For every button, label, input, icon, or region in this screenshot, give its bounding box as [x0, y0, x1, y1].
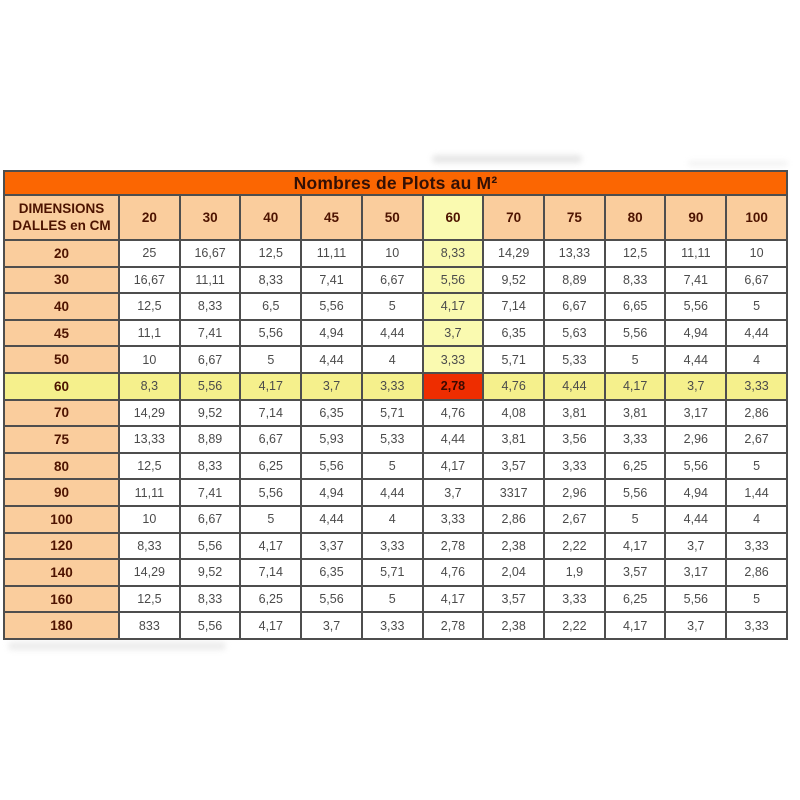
row-label: 100: [4, 506, 119, 533]
table-cell: 5: [726, 293, 787, 320]
table-cell: 5,71: [362, 559, 423, 586]
table-cell: 6,67: [544, 293, 605, 320]
table-cell: 2,78: [423, 612, 484, 639]
table-cell: 4: [362, 506, 423, 533]
corner-header-line1: DIMENSIONS: [18, 200, 105, 216]
column-header-30: 30: [180, 195, 241, 240]
table-cell: 2,22: [544, 533, 605, 560]
table-cell: 10: [726, 240, 787, 267]
table-cell: 4,17: [423, 586, 484, 613]
column-header-70: 70: [483, 195, 544, 240]
table-cell: 5: [240, 346, 301, 373]
table-cell: 4,44: [301, 346, 362, 373]
row-label: 40: [4, 293, 119, 320]
table-cell: 10: [119, 346, 180, 373]
table-cell: 5,56: [423, 267, 484, 294]
table-cell: 2,86: [726, 559, 787, 586]
table-cell: 9,52: [180, 559, 241, 586]
table-cell: 12,5: [605, 240, 666, 267]
table-cell: 6,35: [483, 320, 544, 347]
table-cell: 12,5: [119, 586, 180, 613]
table-cell: 833: [119, 612, 180, 639]
table-row-45: [4, 320, 787, 347]
table-cell: 6,67: [180, 506, 241, 533]
table-cell: 5: [726, 453, 787, 480]
table-cell: 4,94: [665, 320, 726, 347]
table-cell: 4: [726, 506, 787, 533]
table-cell: 7,41: [301, 267, 362, 294]
column-header-20: 20: [119, 195, 180, 240]
table-cell: 2,04: [483, 559, 544, 586]
table-cell: 11,11: [301, 240, 362, 267]
corner-header-line2: DALLES en CM: [12, 217, 111, 233]
row-label: 160: [4, 586, 119, 613]
column-header-100: 100: [726, 195, 787, 240]
table-cell: 11,11: [665, 240, 726, 267]
table-cell: 4,17: [240, 533, 301, 560]
table-cell: 11,1: [119, 320, 180, 347]
table-cell: 12,5: [119, 293, 180, 320]
table-cell: 4,08: [483, 400, 544, 427]
table-cell: 3,33: [423, 346, 484, 373]
column-header-40: 40: [240, 195, 301, 240]
table-cell: 14,29: [119, 559, 180, 586]
scan-artifact-topright: [688, 161, 788, 166]
table-cell: 6,25: [240, 453, 301, 480]
table-cell: 5,71: [483, 346, 544, 373]
table-cell: 3,56: [544, 426, 605, 453]
table-row-40: [4, 293, 787, 320]
data-table: [3, 170, 788, 640]
table-cell: 5,56: [301, 453, 362, 480]
table-cell: 11,11: [119, 479, 180, 506]
table-row-75: [4, 426, 787, 453]
table-cell: 12,5: [240, 240, 301, 267]
table-cell: 5,56: [240, 320, 301, 347]
table-cell: 3,7: [301, 612, 362, 639]
table-cell: 8,33: [180, 293, 241, 320]
table-cell: 4,44: [362, 320, 423, 347]
table-cell: 5: [726, 586, 787, 613]
scan-artifact-bottom: [8, 642, 226, 650]
table-cell: 4,94: [665, 479, 726, 506]
table-cell: 5,56: [301, 293, 362, 320]
column-header-60: 60: [423, 195, 484, 240]
table-cell: 7,14: [483, 293, 544, 320]
row-label: 70: [4, 400, 119, 427]
table-cell: 8,33: [180, 453, 241, 480]
table-cell: 6,5: [240, 293, 301, 320]
table-cell: 5: [605, 506, 666, 533]
table-cell: 5,56: [180, 612, 241, 639]
table-cell: 5,71: [362, 400, 423, 427]
table-cell: 5,56: [665, 586, 726, 613]
column-header-45: 45: [301, 195, 362, 240]
table-cell: 3,57: [605, 559, 666, 586]
table-cell: 4,76: [483, 373, 544, 400]
table-cell: 13,33: [119, 426, 180, 453]
column-header-80: 80: [605, 195, 666, 240]
table-cell: 2,86: [483, 506, 544, 533]
table-cell: 2,67: [726, 426, 787, 453]
table-cell: 5: [240, 506, 301, 533]
table-cell: 6,25: [605, 586, 666, 613]
column-header-50: 50: [362, 195, 423, 240]
table-cell: 3,33: [605, 426, 666, 453]
table-cell: 7,14: [240, 400, 301, 427]
table-title: Nombres de Plots au M²: [4, 171, 787, 195]
table-cell: 3,33: [362, 612, 423, 639]
table-cell: 5,33: [544, 346, 605, 373]
table-cell: 4,44: [726, 320, 787, 347]
table-cell: 10: [362, 240, 423, 267]
table-cell: 6,67: [726, 267, 787, 294]
table-cell: 4,44: [665, 506, 726, 533]
table-cell: 6,25: [240, 586, 301, 613]
table-cell: 1,9: [544, 559, 605, 586]
table-cell: 4,44: [544, 373, 605, 400]
table-cell: 6,65: [605, 293, 666, 320]
table-cell: 4,17: [605, 533, 666, 560]
table-cell: 3,33: [726, 373, 787, 400]
table-cell: 4,44: [423, 426, 484, 453]
table-cell: 2,78: [423, 533, 484, 560]
column-header-90: 90: [665, 195, 726, 240]
row-label: 120: [4, 533, 119, 560]
table-cell: 4,17: [423, 293, 484, 320]
table-cell: 16,67: [180, 240, 241, 267]
table-cell: 2,86: [726, 400, 787, 427]
table-row-120: [4, 533, 787, 560]
column-header-row: [4, 195, 787, 240]
table-cell: 5,93: [301, 426, 362, 453]
table-row-30: [4, 267, 787, 294]
table-cell: 3,33: [423, 506, 484, 533]
table-cell: 11,11: [180, 267, 241, 294]
table-row-20: [4, 240, 787, 267]
table-cell: 4,44: [665, 346, 726, 373]
table-cell: 6,25: [605, 453, 666, 480]
row-label: 80: [4, 453, 119, 480]
table-cell: 14,29: [119, 400, 180, 427]
table-cell: 4,94: [301, 320, 362, 347]
table-cell: 5,63: [544, 320, 605, 347]
table-cell: 3,33: [544, 453, 605, 480]
table-cell: 2,38: [483, 533, 544, 560]
table-cell: 14,29: [483, 240, 544, 267]
table-cell: 8,33: [423, 240, 484, 267]
table-cell: 4: [362, 346, 423, 373]
table-cell: 4,17: [240, 373, 301, 400]
table-cell: 8,33: [605, 267, 666, 294]
table-body: [4, 240, 787, 639]
table-row-100: [4, 506, 787, 533]
table-row-90: [4, 479, 787, 506]
table-cell: 5,56: [180, 373, 241, 400]
table-cell: 2,38: [483, 612, 544, 639]
table-cell: 8,33: [180, 586, 241, 613]
scan-artifact-top: [432, 155, 582, 163]
table-cell: 5,56: [301, 586, 362, 613]
table-cell: 6,67: [362, 267, 423, 294]
table-cell: 13,33: [544, 240, 605, 267]
table-cell: 3,17: [665, 559, 726, 586]
table-cell: 6,35: [301, 559, 362, 586]
table-cell: 2,67: [544, 506, 605, 533]
table-cell: 9,52: [483, 267, 544, 294]
table-cell: 6,35: [301, 400, 362, 427]
table-cell: 5,56: [605, 320, 666, 347]
row-label: 20: [4, 240, 119, 267]
row-label: 75: [4, 426, 119, 453]
table-cell: 25: [119, 240, 180, 267]
table-cell: 3,7: [665, 533, 726, 560]
row-label: 60: [4, 373, 119, 400]
table-row-70: [4, 400, 787, 427]
table-cell: 2,96: [544, 479, 605, 506]
table-cell: 3,7: [423, 320, 484, 347]
row-label: 180: [4, 612, 119, 639]
table-cell: 3,57: [483, 453, 544, 480]
table-cell: 2,96: [665, 426, 726, 453]
row-label: 90: [4, 479, 119, 506]
table-cell: 16,67: [119, 267, 180, 294]
table-cell: 3,81: [605, 400, 666, 427]
table-cell: 7,41: [180, 479, 241, 506]
table-cell: 3,37: [301, 533, 362, 560]
table-cell: 3,81: [483, 426, 544, 453]
table-row-160: [4, 586, 787, 613]
table-cell: 4,17: [240, 612, 301, 639]
table-cell: 4,17: [605, 373, 666, 400]
table-cell: 5,56: [665, 293, 726, 320]
table-cell: 5,56: [240, 479, 301, 506]
table-row-180: [4, 612, 787, 639]
table-cell: 8,89: [180, 426, 241, 453]
table-cell: 3,33: [362, 373, 423, 400]
table-cell: 2,22: [544, 612, 605, 639]
table-cell: 4,44: [362, 479, 423, 506]
table-row-50: [4, 346, 787, 373]
table-cell: 3,7: [665, 373, 726, 400]
table-cell: 4,76: [423, 559, 484, 586]
row-label: 45: [4, 320, 119, 347]
table-cell: 8,33: [119, 533, 180, 560]
table-cell: 6,67: [240, 426, 301, 453]
table-cell: 3,33: [544, 586, 605, 613]
table-cell: 5: [362, 586, 423, 613]
corner-header-cell: [4, 195, 119, 240]
title-row: [4, 171, 787, 195]
table-cell: 3,57: [483, 586, 544, 613]
table-cell: 1,44: [726, 479, 787, 506]
plots-per-m2-table: [3, 170, 788, 640]
table-cell: 3,81: [544, 400, 605, 427]
table-cell: 5,56: [665, 453, 726, 480]
table-cell: 4,94: [301, 479, 362, 506]
table-cell: 5,56: [605, 479, 666, 506]
table-cell: 7,41: [180, 320, 241, 347]
row-label: 50: [4, 346, 119, 373]
table-row-140: [4, 559, 787, 586]
table-cell: 6,67: [180, 346, 241, 373]
table-cell: 8,89: [544, 267, 605, 294]
table-cell: 8,3: [119, 373, 180, 400]
table-row-80: [4, 453, 787, 480]
table-cell: 4: [726, 346, 787, 373]
table-row-60: [4, 373, 787, 400]
table-cell: 3,33: [726, 612, 787, 639]
table-cell: 10: [119, 506, 180, 533]
table-cell: 3317: [483, 479, 544, 506]
table-cell: 3,33: [726, 533, 787, 560]
table-cell: 3,7: [665, 612, 726, 639]
table-cell: 4,17: [605, 612, 666, 639]
table-cell: 7,14: [240, 559, 301, 586]
table-cell: 3,7: [423, 479, 484, 506]
table-cell: 5: [362, 453, 423, 480]
table-cell: 12,5: [119, 453, 180, 480]
table-cell: 5,56: [180, 533, 241, 560]
table-cell: 5: [605, 346, 666, 373]
row-label: 140: [4, 559, 119, 586]
table-cell: 8,33: [240, 267, 301, 294]
table-cell: 5: [362, 293, 423, 320]
table-cell: 3,33: [362, 533, 423, 560]
table-cell: 3,17: [665, 400, 726, 427]
table-cell: 5,33: [362, 426, 423, 453]
column-header-75: 75: [544, 195, 605, 240]
table-cell: 4,76: [423, 400, 484, 427]
table-cell: 4,17: [423, 453, 484, 480]
table-cell: 7,41: [665, 267, 726, 294]
row-label: 30: [4, 267, 119, 294]
table-cell: 9,52: [180, 400, 241, 427]
table-cell: 3,7: [301, 373, 362, 400]
table-cell: 4,44: [301, 506, 362, 533]
table-cell: 2,78: [423, 373, 484, 400]
